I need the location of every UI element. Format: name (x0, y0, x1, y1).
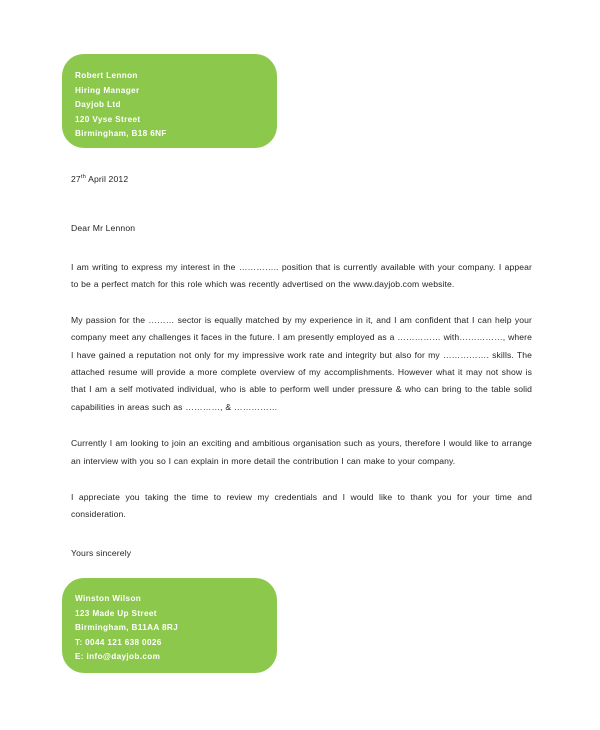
date-ordinal-suffix: th (80, 174, 86, 181)
recipient-address-card (62, 54, 277, 148)
recipient-company: Dayjob Ltd (75, 100, 121, 110)
letter-body (71, 172, 532, 560)
recipient-street: 120 Vyse Street (75, 114, 141, 124)
sender-email: E: info@dayjob.com (75, 652, 161, 662)
date-day: 27 (71, 174, 81, 184)
recipient-job-title: Hiring Manager (75, 85, 140, 95)
sender-telephone: T: 0044 121 638 0026 (75, 637, 162, 647)
body-paragraph-1: I am writing to express my interest in the ………….. position that is currently available with your company. I appear to be a perfect match for this role which was recently advertised on the www.dayjob.com website. (71, 262, 532, 290)
body-paragraph-2: My passion for the ……… sector is equally matched by my experience in it, and I am confident that I can help your company meet any challenges it faces in the future. I am presently employed as a …………… with……………, where I have gained a reputation not only for my impressive work rate and integrity but also for my ……………. skills. The attached resume will provide a more complete overview of my accomplishments. However what it may not show is that I am a self motivated individual, who is able to perform well under pressure & who can bring to the table solid capabilities in areas such as …………, & …………… (71, 314, 532, 412)
sender-city-postcode: Birmingham, B11AA 8RJ (75, 623, 179, 633)
letter-date (71, 172, 532, 186)
salutation: Dear Mr Lennon (71, 223, 136, 233)
body-paragraph-3: Currently I am looking to join an exciting and ambitious organisation such as yours, therefore I would like to arrange an interview with you so I can explain in more detail the contribution I can make to your company. (71, 438, 532, 466)
body-paragraph-4: I appreciate you taking the time to review my credentials and I would like to thank you for your time and consideration. (71, 492, 532, 520)
recipient-city-postcode: Birmingham, B18 6NF (75, 129, 167, 139)
sender-street: 123 Made Up Street (75, 608, 157, 618)
sign-off: Yours sincerely (71, 547, 132, 558)
sender-name: Winston Wilson (75, 594, 142, 603)
recipient-name: Robert Lennon (75, 71, 138, 80)
date-month-year: April 2012 (86, 174, 129, 184)
sender-address-card (62, 578, 277, 673)
